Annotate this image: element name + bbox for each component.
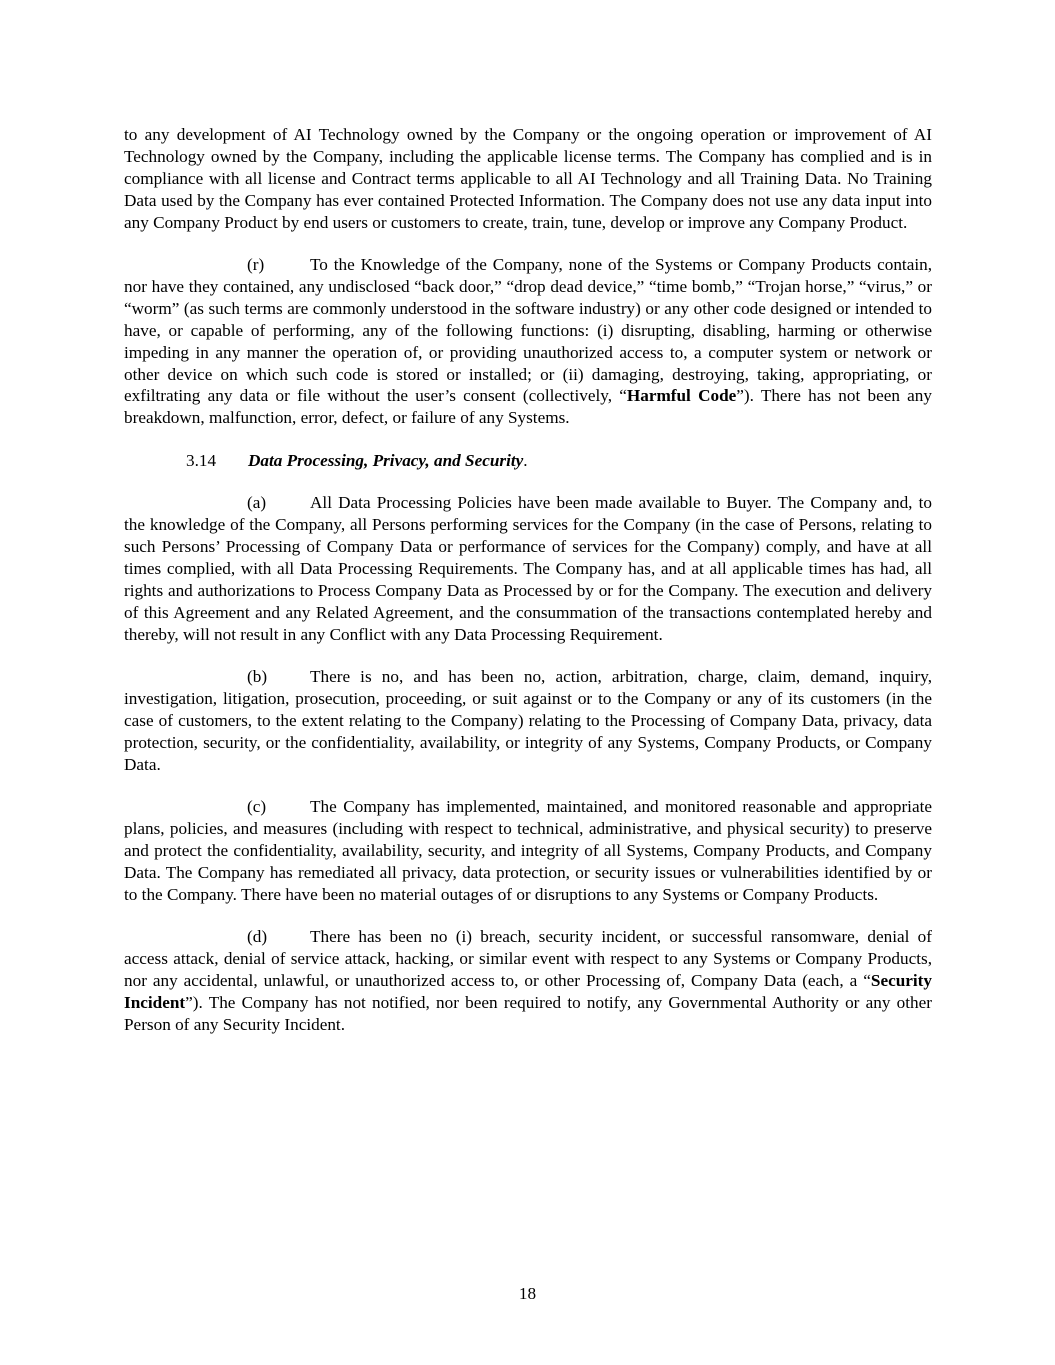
page-number: 18 xyxy=(518,1284,537,1303)
paragraph-b xyxy=(124,666,932,776)
paragraph-number: (r) xyxy=(247,255,265,275)
paragraph-text: There has been no (i) breach, security incident, or successful ransomware, denial of access attack, denial of service attack, hacking, or similar event with respect to any Systems or Company Products, nor any accidental, unlawful, or unauthorized access to, or other Processing of, Company Data (each, a “ xyxy=(124,927,932,990)
paragraph-r xyxy=(124,254,932,429)
paragraph-c xyxy=(124,796,932,906)
paragraph-text: ”). The Company has not notified, nor been required to notify, any Governmental Authority or any other Person of any Security Incident. xyxy=(124,992,932,1034)
paragraph-text: All Data Processing Policies have been made available to Buyer. The Company and, to the knowledge of the Company, all Persons performing services for the Company (in the case of Persons, relating to such Persons’ Processing of Company Data or performance of services for the Company) comply, and have at all times complied, with all Data Processing Requirements. The Company has, and at all applicable times has had, all rights and authorizations to Process Company Data as Processed by or for the Company. The execution and delivery of this Agreement and any Related Agreement, and the consummation of the transactions contemplated hereby and thereby, will not result in any Conflict with any Data Processing Requirement. xyxy=(124,493,932,644)
defined-term: Harmful Code xyxy=(626,386,737,406)
paragraph-a xyxy=(124,492,932,645)
paragraph-text: The Company has implemented, maintained, and monitored reasonable and appropriate plans, policies, and measures (including with respect to technical, administrative, and physical security) to preserve and protect the confidentiality, availability, security, and integrity of all Systems, Company Products, and Company Data. The Company has remediated all privacy, data protection, or security issues or vulnerabilities identified by or to the Company. There have been no material outages of or disruptions to any Systems or Company Products. xyxy=(124,797,932,904)
continuation-paragraph: to any development of AI Technology owned by the Company or the ongoing operation or improvement of AI Technology owned by the Company, including the applicable license terms. The Company has complied and is in compliance with all license and Contract terms applicable to all AI Technology and all Training Data. No Training Data used by the Company has ever contained Protected Information. The Company does not use any data input into any Company Product by end users or customers to create, train, tune, develop or improve any Company Product. xyxy=(124,125,932,232)
section-title: Data Processing, Privacy, and Security xyxy=(248,450,524,470)
paragraph-text: There is no, and has been no, action, arbitration, charge, claim, demand, inquiry, investigation, litigation, prosecution, proceeding, or suit against or to the Company or any of its customers (in the case of customers, to the extent relating to the Company) relating to the Processing of Company Data, privacy, data protection, security, or the confidentiality, availability, or integrity of any Systems, Company Products, or Company Data. xyxy=(124,667,932,774)
paragraph-number: (c) xyxy=(247,797,267,817)
section-heading xyxy=(124,450,932,472)
paragraph-number: (a) xyxy=(247,493,267,513)
defined-term: Security Incident xyxy=(124,970,932,1012)
paragraph-d xyxy=(124,926,932,1036)
paragraph-text: ”). There has not been any breakdown, malfunction, error, defect, or failure of any Systems. xyxy=(124,386,932,428)
paragraph-number: (d) xyxy=(247,927,268,947)
section-number: 3.14 xyxy=(186,450,217,470)
document-page xyxy=(124,124,932,1056)
section-title-suffix: . xyxy=(523,450,528,470)
paragraph-text: To the Knowledge of the Company, none of the Systems or Company Products contain, nor have they contained, any undisclosed “back door,” “drop dead device,” “time bomb,” “Trojan horse,” “virus,” or “worm” (as such terms are commonly understood in the software industry) or any other code designed or intended to have, or capable of performing, any of the following functions: (i) disrupting, disabling, harming or otherwise impeding in any manner the operation of, or providing unauthorized access to, a computer system or network or other device on which such code is stored or installed; or (ii) damaging, destroying, taking, appropriating, or exfiltrating any data or file without the user’s consent (collectively, “ xyxy=(124,255,932,406)
paragraph-number: (b) xyxy=(247,667,268,687)
